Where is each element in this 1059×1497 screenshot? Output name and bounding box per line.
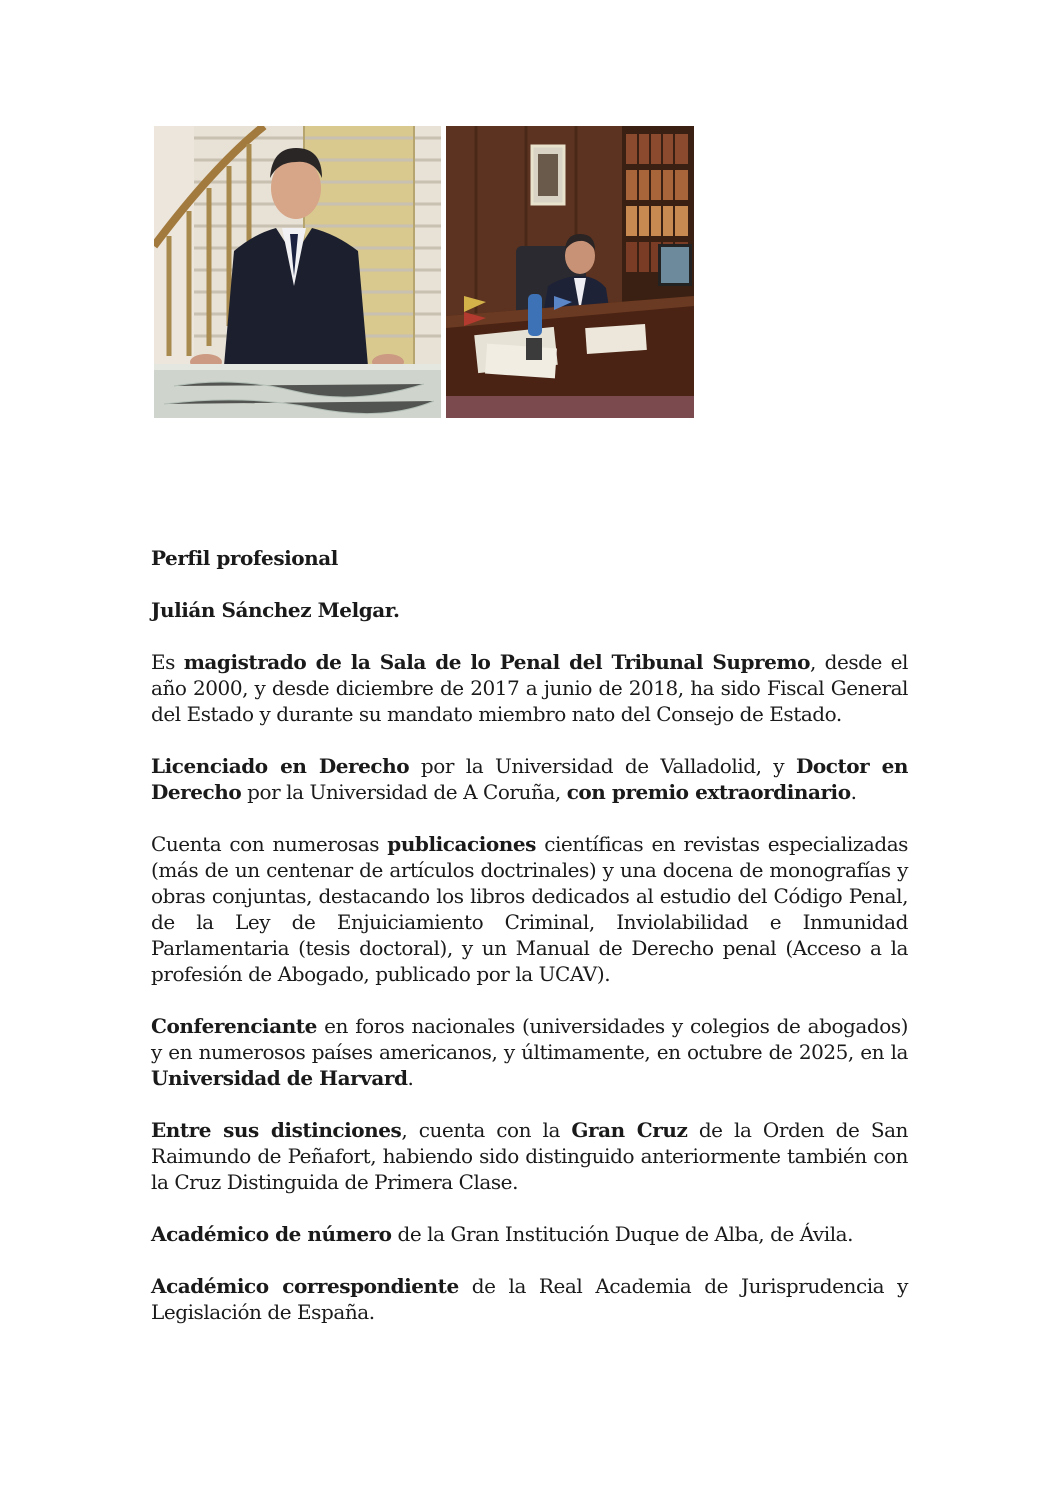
paragraph-position: Es magistrado de la Sala de lo Penal del Tribunal Supremo, desde el año 2000, y desde diciembre de 2017 a junio de 2018, ha sido Fiscal General del Estado y durante su mandato miembro nato del Consejo de Estado. — [151, 650, 908, 726]
section-title: Perfil profesional — [151, 546, 338, 570]
paragraph-publications: Cuenta con numerosas publicaciones científicas en revistas especializadas (más de un centenar de artículos doctrinales) y una docena de monografías y obras conjuntas, destacando los libros dedicados al estudio del Código Penal, de la Ley de Enjuiciamiento Criminal, Inviolabilidad e Inmunidad Parlamentaria (tesis doctoral), y un Manual de Derecho penal (Acceso a la profesión de Abogado, publicado por la UCAV). — [151, 832, 908, 986]
paragraph-academic-correspondent: Académico correspondiente de la Real Academia de Jurisprudencia y Legislación de España. — [151, 1274, 908, 1324]
portrait-office-photo — [446, 126, 694, 418]
profile-text — [151, 545, 908, 1351]
paragraph-distinctions: Entre sus distinciones, cuenta con la Gran Cruz de la Orden de San Raimundo de Peñafort, habiendo sido distinguido anteriormente también con la Cruz Distinguida de Primera Clase. — [151, 1118, 908, 1194]
portrait-staircase-photo — [154, 126, 441, 418]
paragraph-conferences: Conferenciante en foros nacionales (universidades y colegios de abogados) y en numerosos países americanos, y últimamente, en octubre de 2025, en la Universidad de Harvard. — [151, 1014, 908, 1090]
paragraph-education: Licenciado en Derecho por la Universidad de Valladolid, y Doctor en Derecho por la Universidad de A Coruña, con premio extraordinario. — [151, 754, 909, 804]
paragraph-academic-member: Académico de número de la Gran Institución Duque de Alba, de Ávila. — [151, 1222, 854, 1246]
person-name: Julián Sánchez Melgar. — [151, 598, 400, 622]
photo-strip — [154, 126, 696, 418]
